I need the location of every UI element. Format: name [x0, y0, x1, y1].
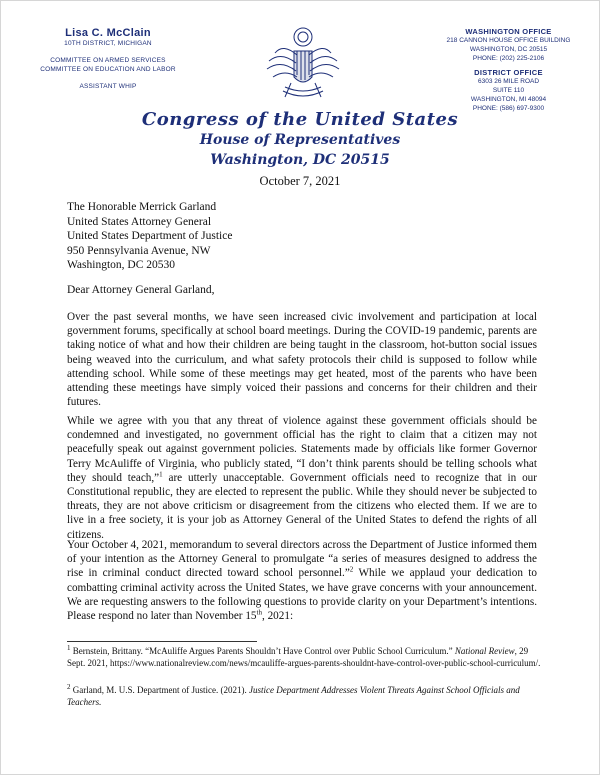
footnote-journal: National Review	[454, 646, 515, 656]
district-office-line3: WASHINGTON, MI 48094	[470, 96, 547, 103]
eagle-seal-icon	[263, 25, 343, 103]
committee-armed-services: COMMITTEE ON ARMED SERVICES	[50, 57, 166, 64]
recipient-address	[67, 200, 232, 273]
member-block	[23, 27, 193, 91]
city-heading: Washington, DC 20515	[210, 152, 390, 168]
paragraph-text: are utterly unacceptable. Government officials need to recognize that in our Constitutional republic, they are elected to represent the public. While they should never be subjected to threats, they are not above criticism or disagreement from the citizens who elected them. If we are to live in a free society, it is your job as Attorney General of the United States to defend the rights of all citizens.	[67, 471, 537, 541]
footnote-text: Bernstein, Brittany. “McAuliffe Argues Parents Shouldn’t Have Control over Public School Curriculum.”	[70, 646, 455, 656]
footnote-number: 2	[67, 683, 71, 691]
letter-date: October 7, 2021	[259, 174, 341, 188]
washington-office-heading: WASHINGTON OFFICE	[465, 27, 552, 36]
footnote	[67, 646, 542, 669]
body-paragraph	[67, 538, 537, 623]
salutation: Dear Attorney General Garland,	[67, 284, 215, 296]
member-name: Lisa C. McClain	[65, 27, 151, 39]
footnote-ref: 1	[159, 470, 163, 479]
committee-education-labor: COMMITTEE ON EDUCATION AND LABOR	[40, 66, 176, 73]
paragraph-text: , 2021:	[261, 610, 294, 623]
district-office-heading: DISTRICT OFFICE	[474, 68, 543, 77]
recipient-line: The Honorable Merrick Garland	[67, 201, 217, 213]
footnote-text: Garland, M. U.S. Department of Justice. (2021).	[70, 685, 249, 695]
recipient-line: United States Department of Justice	[67, 230, 233, 242]
body-paragraph: Over the past several months, we have seen increased civic involvement and participation at local government forums, specifically at school board meetings. During the COVID-19 pandemic, parents are taking notice of what and how their children are being taught in the classroom, hot-button social issues being weaved into the curriculum, and what safety protocols their child is supposed to follow while attending school. While some of these meetings may get heated, most of the parents who have been attending these meetings have simply voiced their passions and concerns for their children and their futures.	[67, 311, 537, 409]
footnote	[67, 685, 542, 708]
washington-office-line1: 218 CANNON HOUSE OFFICE BUILDING	[446, 37, 571, 44]
footnote-title: Justice Department Addresses Violent Threats Against School Officials and Teachers.	[67, 685, 520, 707]
body-paragraph	[67, 414, 537, 542]
recipient-line: United States Attorney General	[67, 215, 212, 228]
footnote-number: 1	[67, 644, 71, 652]
footnote-text: , 29 Sept. 2021, https://www.nationalreview.com/news/mcauliffe-argues-parents-shouldnt-have-control-over-public-school-curriculum/.	[67, 646, 541, 668]
washington-office-line2: WASHINGTON, DC 20515	[469, 46, 548, 53]
recipient-line: 950 Pennsylvania Avenue, NW	[67, 244, 211, 257]
ordinal-suffix: th	[256, 608, 262, 617]
paragraph-text: Your October 4, 2021, memorandum to several directors across the Department of Justice informed them of your intention as the Attorney General to promulgate “a series of measures designed to address the rise in criminal conduct directed toward school personnel.”	[67, 539, 537, 580]
washington-office-phone: PHONE: (202) 225-2106	[472, 55, 545, 62]
office-block	[441, 27, 576, 113]
congress-heading: Congress of the United States	[141, 109, 459, 130]
member-district: 10TH DISTRICT, MICHIGAN	[64, 40, 152, 47]
recipient-line: Washington, DC 20530	[67, 259, 176, 271]
footnote-ref: 2	[349, 565, 354, 574]
house-heading: House of Representatives	[199, 132, 401, 148]
footnote-divider	[67, 641, 257, 642]
member-role: ASSISTANT WHIP	[79, 83, 137, 90]
district-office-phone: PHONE: (586) 697-9300	[472, 105, 545, 112]
paragraph-text: While we agree with you that any threat of violence against these government officials should be condemned and investigated, no government official has the right to claim that a citizen may not peacefully speak out against government policies. Statements made by officials like former Governor Terry McAuliffe of Virginia, who publicly stated, “I don’t think parents should be telling schools what they should teach,”	[67, 415, 537, 484]
paragraph-text: While we applaud your dedication to combatting criminal activity across the United States, we have grave concerns with your announcement. We are requesting answers to the following questions to provide clarity on your Department’s intentions. Please respond no later than November 15	[67, 567, 537, 623]
district-office-line1: 6303 26 MILE ROAD	[477, 78, 540, 85]
district-office-line2: SUITE 110	[492, 87, 525, 94]
